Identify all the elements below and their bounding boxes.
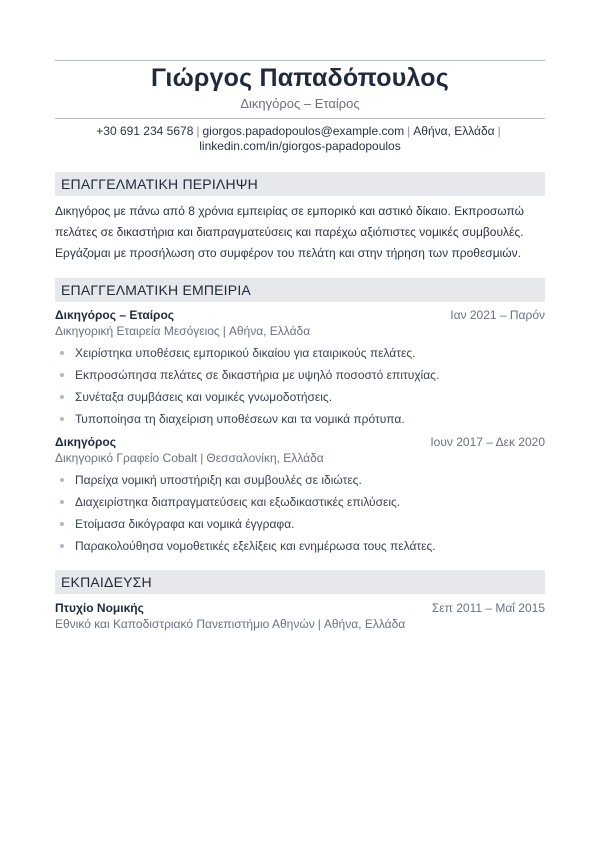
bullet-icon [60,500,64,504]
summary-text: Δικηγόρος με πάνω από 8 χρόνια εμπειρίας σε εμπορικό και αστικό δίκαιο. Εκπροσωπώ πελάτες σε δικαστήρια και διαπραγματεύσεις και παρέχω αξιόπιστες νομικές συμβουλές. Εργάζομαι με προσήλωση στο συμφέρον του πελάτη και στην τήρηση των προθεσμιών. [55,204,524,260]
bullet-text: Ετοίμασα δικόγραφα και νομικά έγγραφα. [75,517,295,531]
separator: | [200,451,204,465]
company-location: Αθήνα, Ελλάδα [228,324,311,338]
job-bullets [55,472,545,554]
bullet-icon [60,351,64,355]
bullet-text: Παρακολούθησα νομοθετικές εξελίξεις και ενημέρωσα τους πελάτες. [75,539,436,553]
list-item [55,472,545,488]
job-entry [55,434,545,560]
job-dates: Ιαν 2021 – Παρόν [450,308,545,322]
bullet-icon [60,395,64,399]
list-item [55,411,545,427]
company-name: Δικηγορικό Γραφείο Cobalt [55,451,198,465]
bullet-text: Τυποποίησα τη διαχείριση υποθέσεων και τα νομικά πρότυπα. [75,412,405,426]
education-entry [55,600,545,632]
separator: | [222,324,226,338]
job-employer [55,323,545,339]
candidate-name: Γιώργος Παπαδόπουλος [151,64,449,92]
bullet-text: Συνέταξα συμβάσεις και νομικές γνωμοδοτήσεις. [75,390,333,404]
school-line [55,616,545,632]
job-entry [55,307,545,433]
separator: | [407,124,411,138]
location-text: Αθήνα, Ελλάδα [413,124,495,138]
list-item [55,538,545,554]
degree-title: Πτυχίο Νομικής [55,601,144,615]
separator: | [497,124,501,138]
bullet-icon [60,478,64,482]
separator: | [196,124,200,138]
phone-text: +30 691 234 5678 [96,124,194,138]
list-item [55,345,545,361]
education-dates: Σεπ 2011 – Μαΐ 2015 [431,601,545,615]
list-item [55,389,545,405]
separator: | [317,617,321,631]
job-title: Δικηγόρος – Εταίρος [55,308,175,322]
school-name: Εθνικό και Καποδιστριακό Πανεπιστήμιο Αθηνών [55,617,315,631]
email-link[interactable]: giorgos.papadopoulos@example.com [202,124,405,138]
bullet-text: Παρείχα νομική υποστήριξη και συμβουλές σε ιδιώτες. [75,473,362,487]
job-bullets [55,345,545,427]
bullet-icon [60,417,64,421]
job-dates: Ιουν 2017 – Δεκ 2020 [430,435,545,449]
school-location: Αθήνα, Ελλάδα [323,617,406,631]
education-heading: ΕΚΠΑΙΔΕΥΣΗ [55,570,545,594]
job-employer [55,450,545,466]
company-name: Δικηγορική Εταιρεία Μεσόγειος [55,324,220,338]
bullet-text: Εκπροσώπησα πελάτες σε δικαστήρια με υψηλό ποσοστό επιτυχίας. [75,368,440,382]
list-item [55,367,545,383]
header-divider [55,118,545,119]
summary-heading: ΕΠΑΓΓΕΛΜΑΤΙΚΗ ΠΕΡΙΛΗΨΗ [55,172,545,196]
bullet-text: Διαχειρίστηκα διαπραγματεύσεις και εξωδικαστικές επιλύσεις. [75,495,401,509]
top-divider [55,60,545,61]
bullet-icon [60,544,64,548]
contact-line [55,124,545,154]
experience-heading: ΕΠΑΓΓΕΛΜΑΤΙΚΗ ΕΜΠΕΙΡΙΑ [55,278,545,302]
bullet-icon [60,373,64,377]
linkedin-link[interactable]: linkedin.com/in/giorgos-papadopoulos [199,139,401,153]
list-item [55,494,545,510]
bullet-icon [60,522,64,526]
bullet-text: Χειρίστηκα υποθέσεις εμπορικού δικαίου για εταιρικούς πελάτες. [75,346,416,360]
candidate-role: Δικηγόρος – Εταίρος [240,96,360,111]
job-title: Δικηγόρος [55,435,116,449]
list-item [55,516,545,532]
company-location: Θεσσαλονίκη, Ελλάδα [206,451,324,465]
